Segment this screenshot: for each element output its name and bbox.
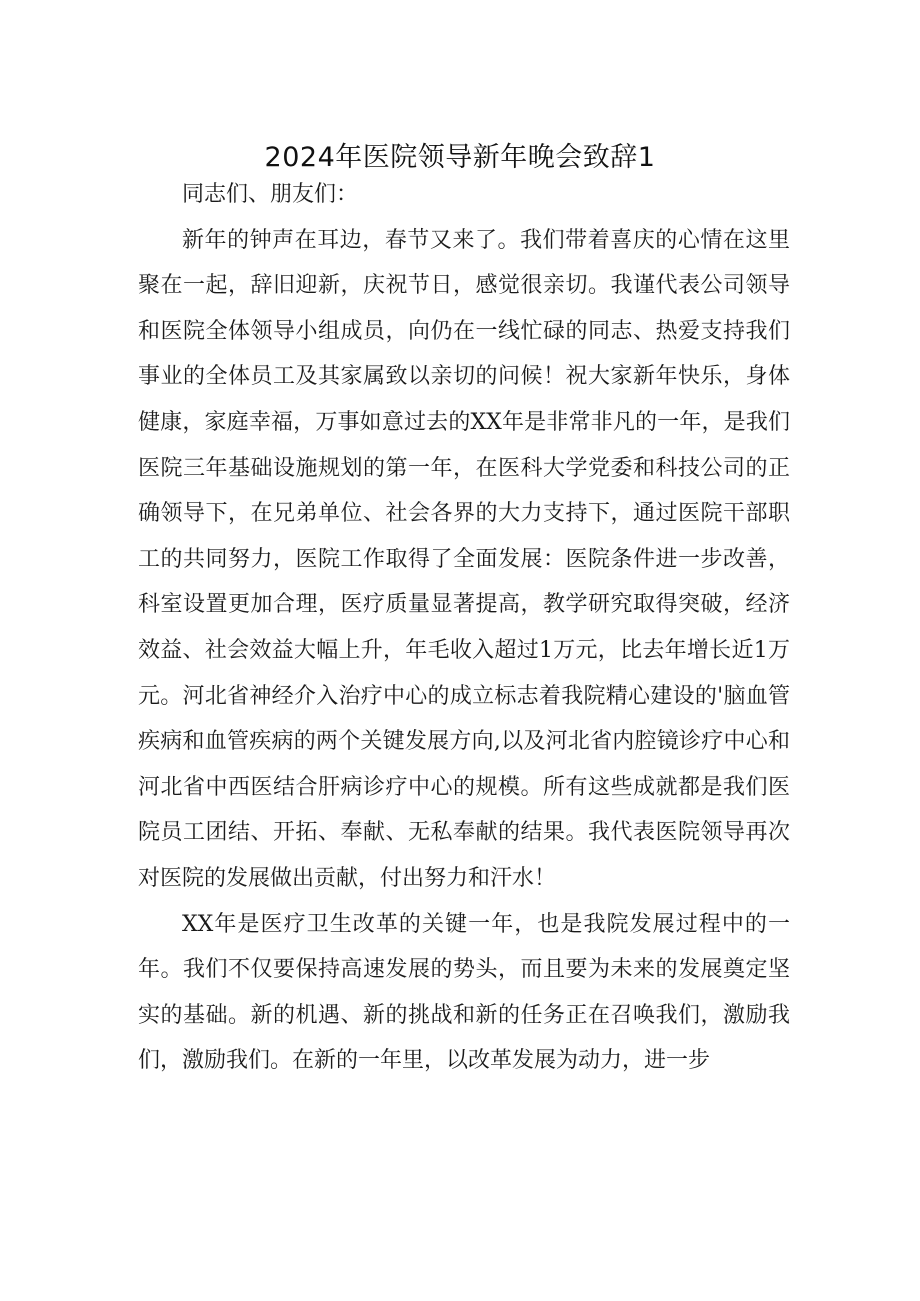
paragraph-1: 新年的钟声在耳边，春节又来了。我们带着喜庆的心情在这里聚在一起，辞旧迎新，庆祝节日，感觉很亲切。我谨代表公司领导和医院全体领导小组成员，向仍在一线忙碌的同志、热爱支持我们事业的全体员工及其家属致以亲切的问候！祝大家新年快乐，身体健康，家庭幸福，万事如意过去的XX年是非常非凡的一年，是我们医院三年基础设施规划的第一年，在医科大学党委和科技公司的正确领导下，在兄弟单位、社会各界的大力支持下，通过医院干部职工的共同努力，医院工作取得了全面发展：医院条件进一步改善，科室设置更加合理，医疗质量显著提高，教学研究取得突破，经济效益、社会效益大幅上升，年毛收入超过1万元，比去年增长近1万元。河北省神经介入治疗中心的成立标志着我院精心建设的'脑血管疾病和血管疾病的两个关键发展方向,以及河北省内腔镜诊疗中心和河北省中西医结合肝病诊疗中心的规模。所有这些成就都是我们医院员工团结、开拓、奉献、无私奉献的结果。我代表医院领导再次对医院的发展做出贡献，付出努力和汗水！ — [138, 227, 790, 891]
salutation: 同志们、朋友们： — [182, 182, 359, 207]
paragraph-2: XX年是医疗卫生改革的关键一年，也是我院发展过程中的一年。我们不仅要保持高速发展的势头，而且要为未来的发展奠定坚实的基础。新的机遇、新的挑战和新的任务正在召唤我们，激励我们，激励我们。在新的一年里，以改革发展为动力，进一步 — [138, 911, 790, 1074]
document-title: 2024年医院领导新年晚会致辞1 — [264, 142, 656, 173]
document-body — [138, 172, 790, 1084]
